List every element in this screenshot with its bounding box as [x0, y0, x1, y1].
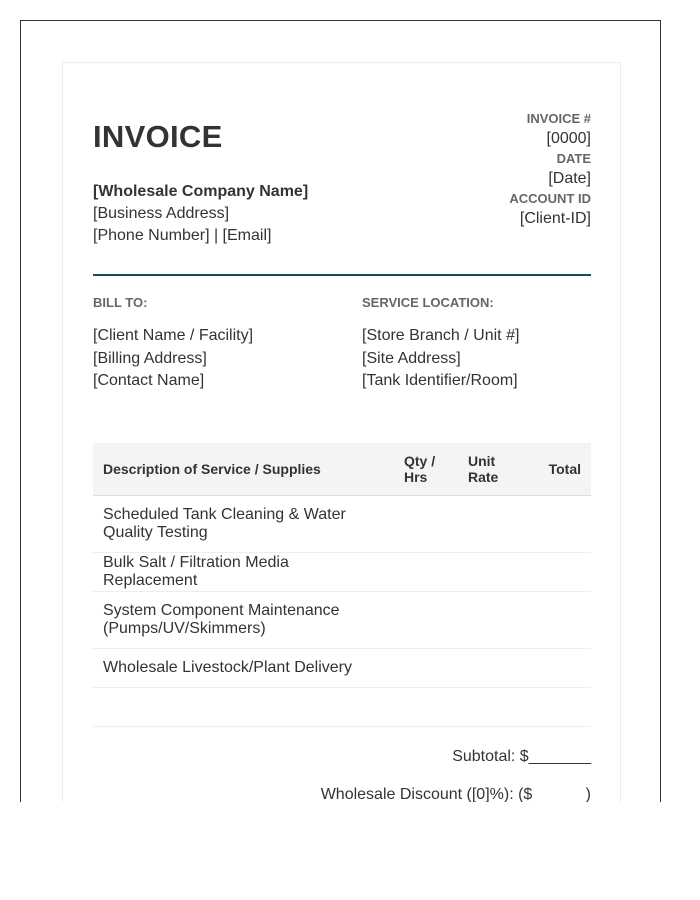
- invoice-title: INVOICE: [93, 119, 223, 154]
- row-description: [93, 649, 394, 688]
- header-description: Description of Service / Supplies: [93, 443, 394, 496]
- row-qty: [394, 688, 458, 727]
- header-divider: [93, 274, 591, 276]
- table-row: [93, 496, 591, 553]
- header-qty: [394, 443, 458, 496]
- row-rate: [458, 553, 528, 592]
- bill-to-line: [Client Name / Facility]: [93, 327, 254, 344]
- service-location-label: SERVICE LOCATION:: [362, 295, 494, 310]
- invoice-number-label: INVOICE #: [526, 111, 591, 126]
- service-location-line: [Site Address]: [362, 349, 461, 367]
- row-qty: [394, 553, 458, 592]
- company-contact: [Phone Number] | [Email]: [93, 227, 272, 244]
- row-description: [93, 688, 394, 727]
- table-row: [93, 649, 591, 688]
- row-total: [528, 688, 591, 727]
- row-description-line: System Component Maintenance: [103, 602, 340, 619]
- company-address: [Business Address]: [93, 205, 230, 222]
- service-location-block: [362, 295, 519, 393]
- row-total: [528, 496, 591, 553]
- table-header-row: [93, 443, 591, 496]
- row-description: [93, 592, 394, 649]
- bill-to-line: [Billing Address]: [93, 349, 207, 367]
- row-rate: [458, 496, 528, 553]
- discount-line: Wholesale Discount ([0]%): ($ ): [320, 786, 591, 802]
- service-location-line: [Store Branch / Unit #]: [362, 327, 520, 344]
- bill-to-line: [Contact Name]: [93, 372, 205, 389]
- row-description-line: Scheduled Tank Cleaning & Water: [103, 506, 346, 523]
- header-total: Total: [528, 443, 591, 496]
- row-description-line: Quality Testing: [103, 524, 208, 541]
- row-rate: [458, 649, 528, 688]
- date-value: [Date]: [548, 170, 591, 187]
- date-label: DATE: [556, 151, 591, 166]
- row-description-line: Bulk Salt / Filtration Media Replacement: [103, 554, 289, 589]
- row-total: [528, 592, 591, 649]
- subtotal-line: Subtotal: $_______: [452, 748, 591, 765]
- bill-to-block: [93, 295, 253, 393]
- row-qty: [394, 649, 458, 688]
- header-qty-line: Hrs: [404, 469, 428, 485]
- row-rate: [458, 688, 528, 727]
- service-location-line: [Tank Identifier/Room]: [362, 372, 518, 389]
- company-block: [93, 181, 308, 247]
- invoice-number-value: [0000]: [546, 130, 591, 147]
- row-description: [93, 496, 394, 553]
- row-total: [528, 553, 591, 592]
- document-frame: [20, 20, 661, 802]
- table-row: [93, 592, 591, 649]
- account-id-value: [Client-ID]: [519, 210, 591, 227]
- row-qty: [394, 592, 458, 649]
- header-rate: [458, 443, 528, 496]
- account-id-label: ACCOUNT ID: [509, 191, 591, 206]
- row-description-line: (Pumps/UV/Skimmers): [103, 620, 266, 637]
- row-description: [93, 553, 394, 592]
- line-items-table: [93, 443, 591, 727]
- row-total: [528, 649, 591, 688]
- company-name: [Wholesale Company Name]: [93, 183, 309, 200]
- header-qty-line: Qty /: [404, 453, 436, 469]
- invoice-page: [62, 62, 621, 802]
- row-qty: [394, 496, 458, 553]
- table-row: [93, 688, 591, 727]
- row-description-line: Wholesale Livestock/Plant Delivery: [103, 659, 352, 676]
- invoice-meta: [509, 109, 591, 229]
- row-rate: [458, 592, 528, 649]
- table-row: [93, 553, 591, 592]
- bill-to-label: BILL TO:: [93, 295, 148, 310]
- header-rate-line: Rate: [468, 469, 499, 485]
- header-rate-line: Unit: [468, 453, 496, 469]
